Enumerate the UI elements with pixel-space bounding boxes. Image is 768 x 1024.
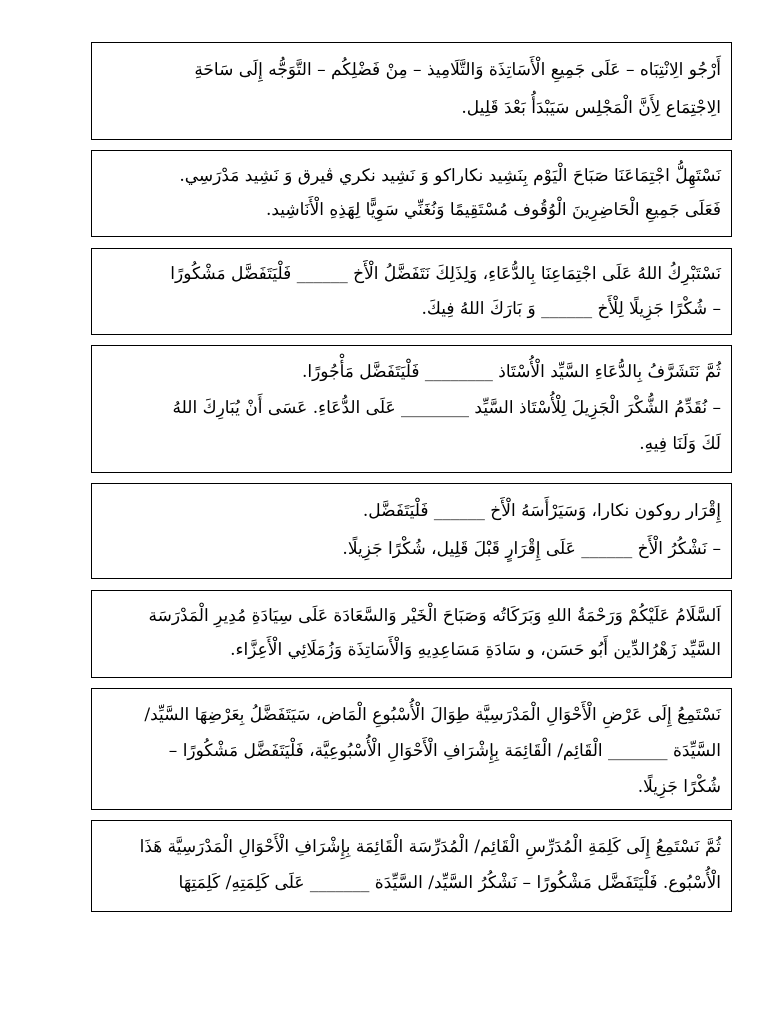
text-line: السَّيِّدَة _______ الْقَائِم/ الْقَائِمَة بِإِشْرَافِ الْأَحْوَالِ الْأُسْبُوعِيَّة، فَلْيَتَفَضَّل مَشْكُورًا – — [168, 741, 721, 761]
text-line: ثُمَّ نَتَشَرَّفُ بِالدُّعَاءِ السَّيِّد الْأُسْتَاذ ________ فَلْيَتَفَضَّل مَأْجُورًا. — [301, 362, 721, 382]
text-line: السَّيِّد زَهْرُالدِّين أَبُو حَسَن، و سَادَةِ مَسَاعِدِيهِ وَالْأَسَاتِذَة وَزُمَلَائِي الْأَعِزَّاء. — [230, 640, 721, 660]
text-line: أَرْجُو الِانْتِبَاه – عَلَى جَمِيعِ الْأَسَاتِذَة وَالتَّلَامِيذ – مِنْ فَضْلِكُم – التَّوَجُّه إِلَى سَاحَةِ — [194, 60, 721, 80]
text-line: ثُمَّ نَسْتَمِعُ إِلَى كَلِمَةِ الْمُدَرِّسِ الْقَائِم/ الْمُدَرِّسَة الْقَائِمَة بِإِشْرَافِ الْأَحْوَالِ الْمَدْرَسِيَّة هَذَا — [139, 837, 721, 857]
text-line: لَكَ وَلَنَا فِيهِ. — [639, 434, 721, 454]
text-line: اَلسَّلَامُ عَلَيْكُمْ وَرَحْمَةُ اللهِ وَبَرَكَاتُه وَصَبَاحَ الْخَيْر وَالسَّعَادَة عَلَى سِيَادَةِ مُدِيرِ الْمَدْرَسَة — [148, 606, 721, 626]
paragraph-box-greeting — [91, 590, 732, 678]
text-line: فَعَلَى جَمِيعِ الْحَاضِرِينَ الْوُقُوف مُسْتَقِيمًا وَنُغَنِّي سَوِيًّا لِهَذِهِ الْأَنَاشِيد. — [265, 200, 721, 220]
text-line: – نَشْكُرُ الْأَخ ______ عَلَى إِقْرَارٍ قَبْلَ قَلِيل، شُكْرًا جَزِيلًا. — [342, 539, 721, 559]
paragraph-box-weekly-report — [91, 688, 732, 810]
text-line: إِقْرَار روكون نكارا، وَسَيَرْأَسَهُ الْأَخ ______ فَلْيَتَفَضَّل. — [362, 501, 721, 521]
text-line: نَسْتَهِلُّ اجْتِمَاعَنَا صَبَاحَ الْيَوْم بِنَشِيد نكاراكو وَ نَشِيد نكري ڤيرق وَ نَشِيد مَدْرَسِي. — [179, 166, 721, 186]
paragraph-box-assembly-call — [91, 42, 732, 140]
text-line: نَسْتَمِعُ إِلَى عَرْضِ الْأَحْوَالِ الْمَدْرَسِيَّة طِوَالَ الْأُسْبُوعِ الْمَاض، سَيَتَفَضَّلُ بِعَرْضِهَا السَّيِّد/ — [144, 705, 721, 725]
text-line: الْأُسْبُوع. فَلْيَتَفَضَّل مَشْكُورًا – نَشْكُرُ السَّيِّد/ السَّيِّدَة _______ عَلَى كَلِمَتِهِ/ كَلِمَتِهَا — [178, 873, 721, 893]
text-line: – شُكْرًا جَزِيلًا لِلْأَخ ______ وَ بَارَكَ اللهُ فِيكَ. — [421, 299, 721, 319]
text-line: شُكْرًا جَزِيلًا. — [637, 777, 721, 797]
paragraph-box-rukun-negara — [91, 483, 732, 579]
paragraph-box-teacher-speech — [91, 820, 732, 912]
paragraph-box-anthems — [91, 150, 732, 237]
paragraph-box-opening-prayer — [91, 248, 732, 335]
paragraph-box-teacher-prayer — [91, 345, 732, 473]
text-line: الِاجْتِمَاع لِأَنَّ الْمَجْلِس سَيَبْدَأُ بَعْدَ قَلِيل. — [461, 98, 721, 118]
text-line: نَسْتَبْرِكُ اللهُ عَلَى اجْتِمَاعِنَا بِالدُّعَاءِ، وَلِذَلِكَ نَتَفَضَّلُ الْأَخ ______ فَلْيَتَفَضَّل مَشْكُورًا — [170, 264, 721, 284]
text-line: – نُقَدِّمُ الشُّكْرَ الْجَزِيلَ لِلْأُسْتَاذ السَّيِّد ________ عَلَى الدُّعَاءِ. عَسَى أَنْ يُبَارِكَ اللهُ — [172, 398, 721, 418]
